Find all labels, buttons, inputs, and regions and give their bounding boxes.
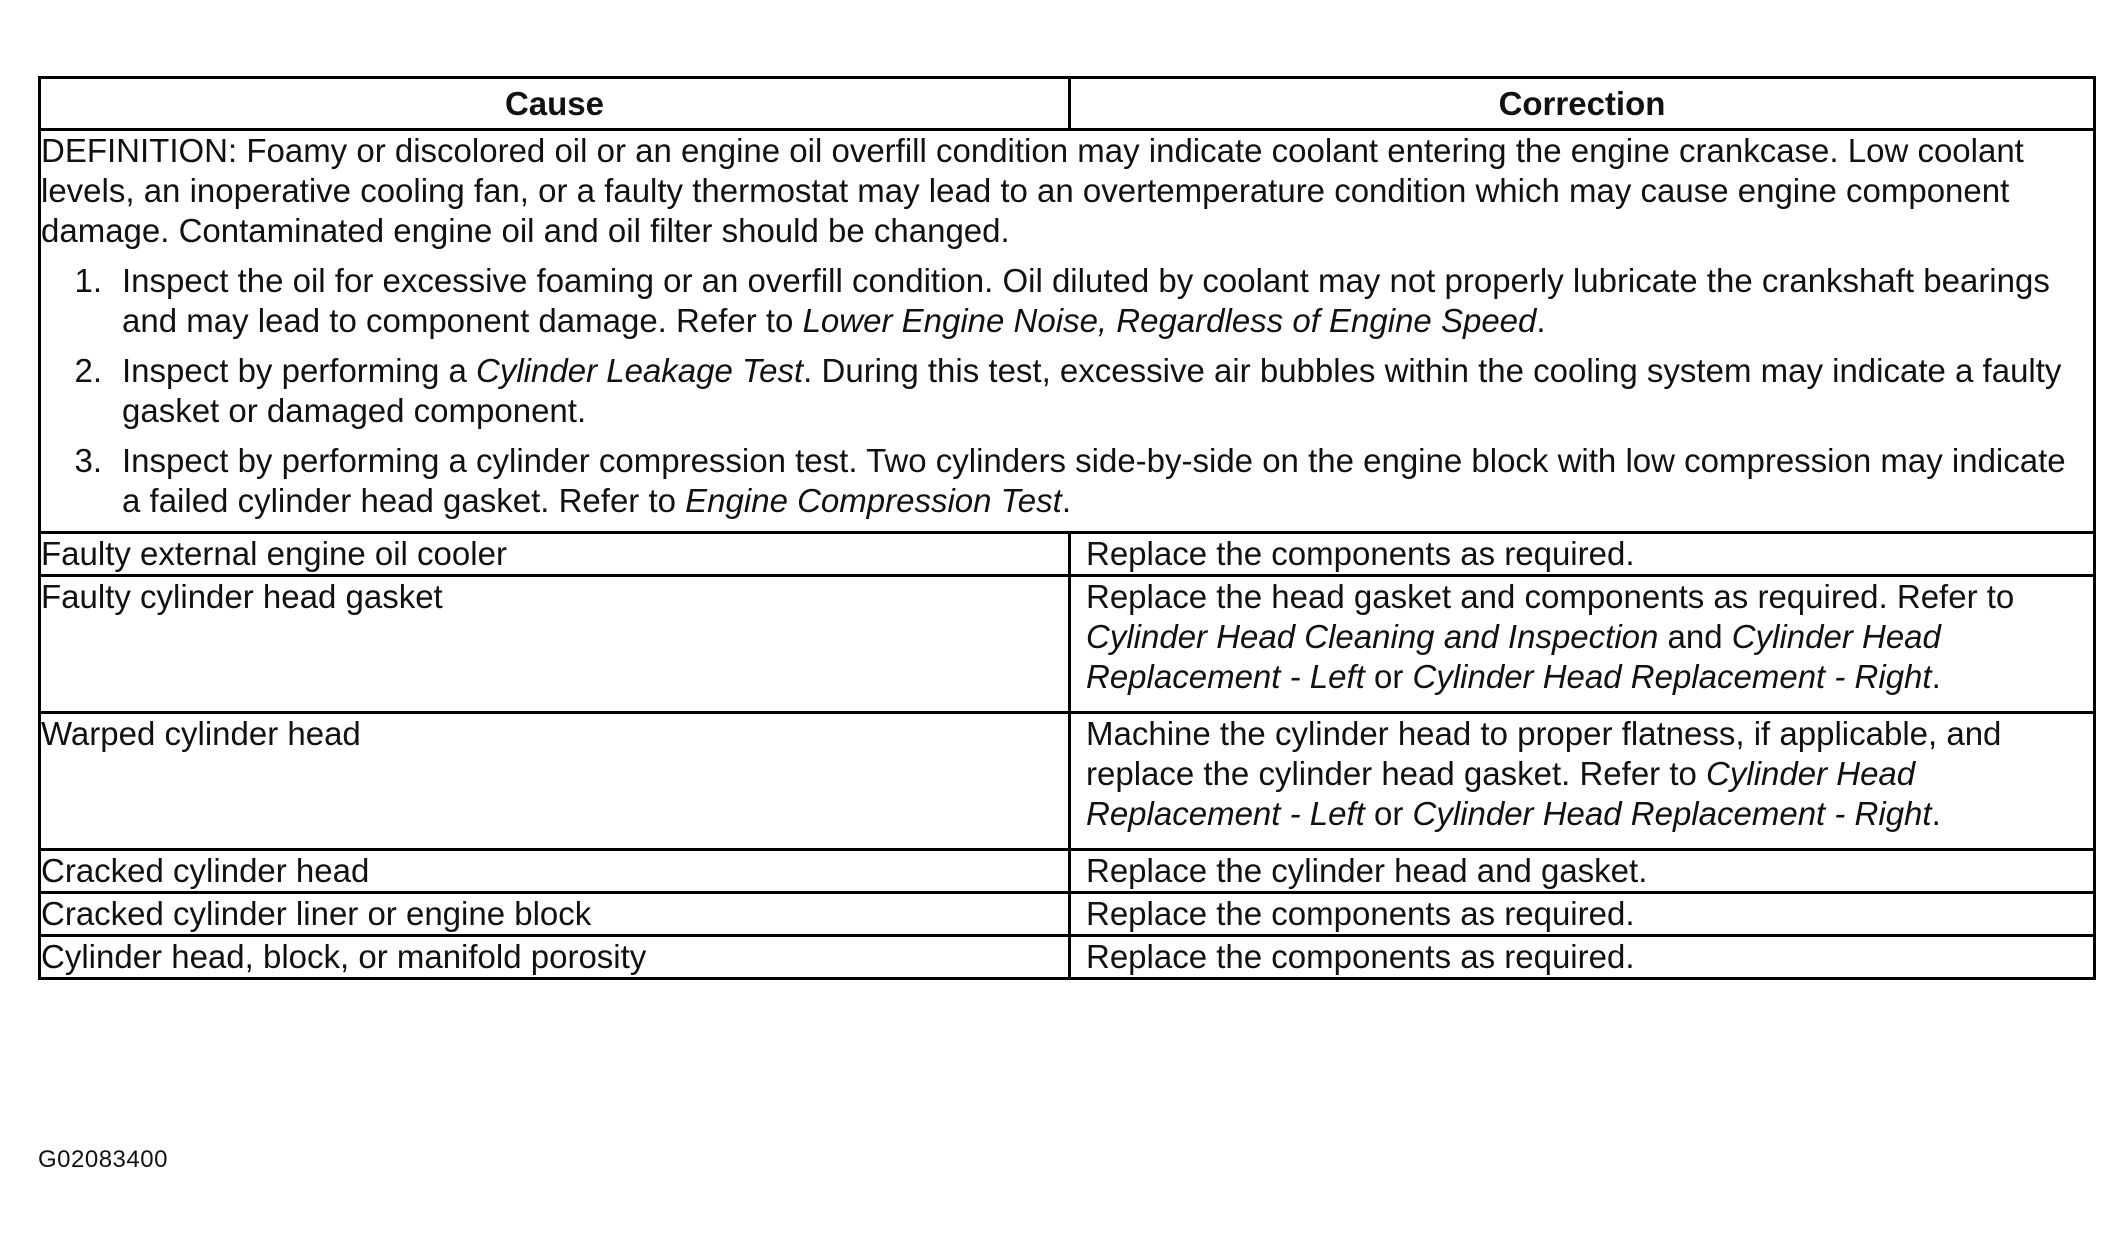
cause-cell: Faulty cylinder head gasket [40, 576, 1070, 713]
step-1 [41, 261, 2093, 341]
table-row [40, 936, 2095, 979]
table-row [40, 533, 2095, 576]
step-body [122, 261, 2093, 341]
correction-cell: Replace the components as required. [1070, 533, 2095, 576]
correction-text: Replace the head gasket and components as required. Refer to [1086, 578, 2015, 615]
definition-text: DEFINITION: Foamy or discolored oil or an engine oil overfill condition may indicate coolant entering the engine crankcase. Low coolant levels, an inoperative cooling fan, or a faulty thermostat may lead to an overtemperature condition which may cause engine component damage. Contaminated engine oil and oil filter should be changed. [41, 132, 2024, 249]
correction-cell: Replace the cylinder head and gasket. [1070, 850, 2095, 893]
step-end: . [1061, 482, 1071, 519]
definition-cell [40, 130, 2095, 533]
correction-text: and [1658, 618, 1732, 655]
correction-text: or [1364, 795, 1413, 832]
step-2 [41, 351, 2093, 431]
definition-row [40, 130, 2095, 533]
table-row [40, 576, 2095, 713]
correction-end: . [1931, 795, 1941, 832]
table-header-row [40, 78, 2095, 130]
step-end: . [1536, 302, 1546, 339]
correction-reference: Cylinder Head Replacement - Left [1086, 618, 1941, 695]
table-row [40, 713, 2095, 850]
step-reference: Cylinder Leakage Test [476, 352, 804, 389]
cause-cell: Cylinder head, block, or manifold porosity [40, 936, 1070, 979]
correction-reference: Cylinder Head Replacement - Left [1086, 755, 1916, 832]
step-text: Inspect by performing a cylinder compression test. Two cylinders side-by-side on the engine block with low compression may indicate a failed cylinder head gasket. Refer to [122, 442, 2066, 519]
correction-text: or [1364, 658, 1413, 695]
step-text: . During this test, excessive air bubbles within the cooling system may indicate a faulty gasket or damaged component. [122, 352, 2062, 429]
step-3 [41, 441, 2093, 521]
correction-reference: Cylinder Head Cleaning and Inspection [1086, 618, 1659, 655]
cause-cell: Faulty external engine oil cooler [40, 533, 1070, 576]
step-body [122, 441, 2093, 521]
cause-cell: Warped cylinder head [40, 713, 1070, 850]
step-reference: Lower Engine Noise, Regardless of Engine Speed [802, 302, 1537, 339]
correction-cell: Replace the components as required. [1070, 893, 2095, 936]
correction-end: . [1931, 658, 1941, 695]
header-cause: Cause [40, 78, 1070, 130]
correction-text: Machine the cylinder head to proper flatness, if applicable, and replace the cylinder head gasket. Refer to [1086, 715, 2002, 792]
correction-reference: Cylinder Head Replacement - Right [1412, 658, 1932, 695]
table-row [40, 850, 2095, 893]
cause-correction-table [38, 76, 2096, 980]
correction-cell [1070, 713, 2095, 850]
correction-cell [1070, 576, 2095, 713]
figure-id: G02083400 [38, 1146, 168, 1173]
step-number: 3. [74, 442, 102, 479]
correction-cell: Replace the components as required. [1070, 936, 2095, 979]
step-body [122, 351, 2093, 431]
header-correction: Correction [1070, 78, 2095, 130]
step-number: 2. [74, 352, 102, 389]
cause-cell: Cracked cylinder head [40, 850, 1070, 893]
step-text: Inspect the oil for excessive foaming or an overfill condition. Oil diluted by coolant may not properly lubricate the crankshaft bearings and may lead to component damage. Refer to [122, 262, 2050, 339]
step-number: 1. [74, 262, 102, 299]
step-reference: Engine Compression Test [685, 482, 1062, 519]
correction-reference: Cylinder Head Replacement - Right [1412, 795, 1932, 832]
cause-cell: Cracked cylinder liner or engine block [40, 893, 1070, 936]
table-row [40, 893, 2095, 936]
step-pre: Inspect by performing a [122, 352, 477, 389]
